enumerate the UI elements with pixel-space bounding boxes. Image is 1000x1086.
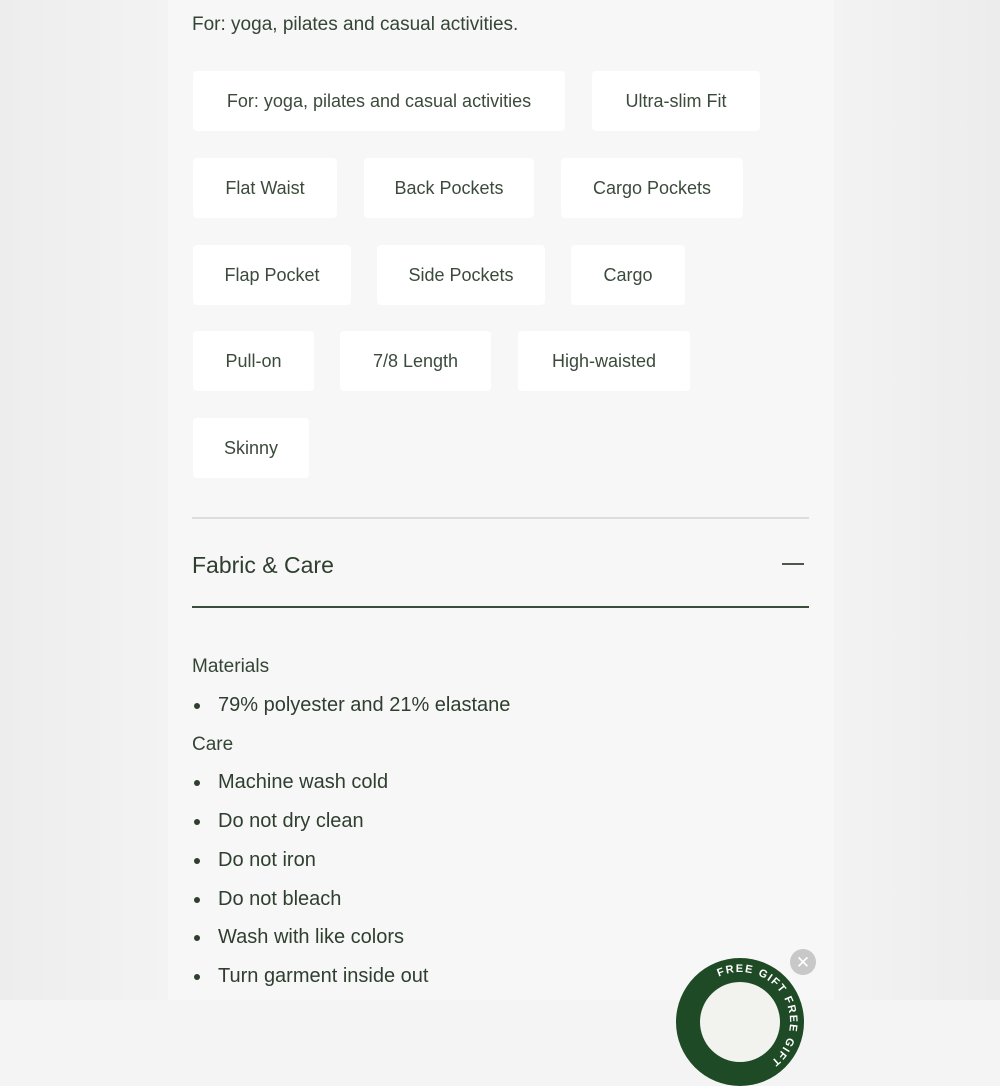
bullet-icon bbox=[194, 974, 200, 980]
tag-chip-side-pockets[interactable]: Side Pockets bbox=[377, 245, 545, 305]
background-left bbox=[0, 0, 168, 1000]
care-list-item bbox=[192, 771, 388, 794]
bullet-icon bbox=[194, 935, 200, 941]
free-gift-badge-text: FREE GIFT FREE GIFT bbox=[715, 962, 800, 1069]
tag-chip-ultra-slim-fit[interactable]: Ultra-slim Fit bbox=[592, 71, 760, 131]
background-right bbox=[834, 0, 1000, 1000]
accordion-header-divider bbox=[192, 606, 809, 608]
material-text: 79% polyester and 21% elastane bbox=[218, 694, 511, 716]
tag-chip-flat-waist[interactable]: Flat Waist bbox=[193, 158, 337, 218]
materials-heading: Materials bbox=[192, 656, 270, 677]
product-use-description: For: yoga, pilates and casual activities. bbox=[192, 14, 519, 35]
care-text: Machine wash cold bbox=[218, 771, 389, 793]
minus-icon[interactable] bbox=[782, 563, 804, 565]
care-list-item bbox=[192, 810, 364, 833]
care-text: Do not iron bbox=[218, 849, 316, 871]
materials-list-item bbox=[192, 694, 510, 717]
bullet-icon bbox=[194, 858, 200, 864]
tag-chip-activities[interactable]: For: yoga, pilates and casual activities bbox=[193, 71, 565, 131]
tag-chip-skinny[interactable]: Skinny bbox=[193, 418, 309, 478]
free-gift-badge[interactable] bbox=[676, 958, 804, 1086]
tag-chip-cargo-pockets[interactable]: Cargo Pockets bbox=[561, 158, 743, 218]
tag-chip-back-pockets[interactable]: Back Pockets bbox=[364, 158, 534, 218]
care-list-item bbox=[192, 926, 404, 949]
care-text: Turn garment inside out bbox=[218, 965, 429, 987]
tag-chip-7-8-length[interactable]: 7/8 Length bbox=[340, 331, 491, 391]
care-list-item bbox=[192, 849, 316, 872]
care-heading: Care bbox=[192, 734, 234, 755]
care-text: Do not bleach bbox=[218, 888, 342, 910]
tag-chip-pull-on[interactable]: Pull-on bbox=[193, 331, 314, 391]
close-icon[interactable]: ✕ bbox=[790, 949, 816, 975]
bullet-icon bbox=[194, 897, 200, 903]
tag-chip-flap-pocket[interactable]: Flap Pocket bbox=[193, 245, 351, 305]
care-text: Wash with like colors bbox=[218, 926, 404, 948]
care-text: Do not dry clean bbox=[218, 810, 364, 832]
bullet-icon bbox=[194, 819, 200, 825]
free-gift-badge-ring bbox=[676, 958, 804, 1086]
bullet-icon bbox=[194, 703, 200, 709]
tag-chip-high-waisted[interactable]: High-waisted bbox=[518, 331, 690, 391]
tag-chip-cargo[interactable]: Cargo bbox=[571, 245, 685, 305]
fabric-care-accordion-title[interactable]: Fabric & Care bbox=[192, 552, 334, 578]
care-list-item bbox=[192, 888, 341, 911]
care-list-item bbox=[192, 965, 428, 988]
section-divider bbox=[192, 517, 809, 519]
bullet-icon bbox=[194, 780, 200, 786]
